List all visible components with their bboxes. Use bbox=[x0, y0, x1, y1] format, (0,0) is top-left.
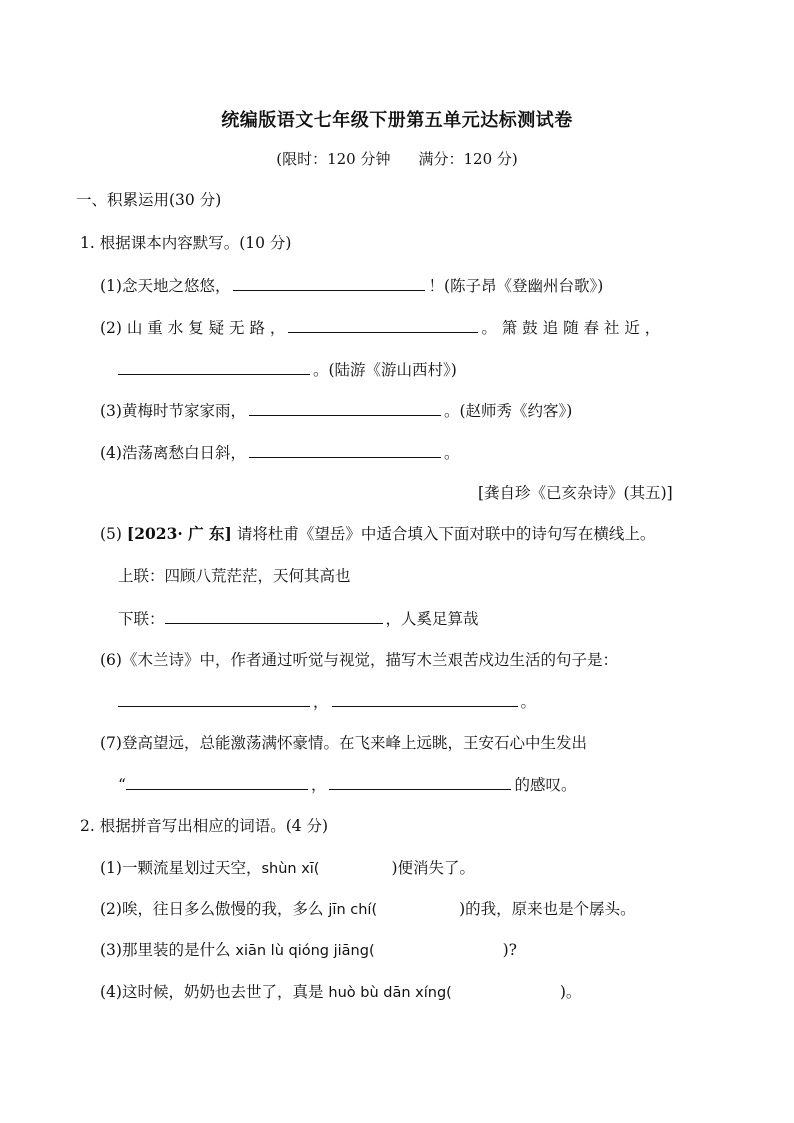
q1-item-5-upper: 上联：四顾八荒茫茫，天何其高也 bbox=[118, 567, 351, 585]
q1-item-6: (6)《木兰诗》中，作者通过听觉与视觉，描写木兰艰苦戍边生活的句子是： bbox=[100, 651, 618, 669]
q1-item-7: (7)登高望远，总能激荡满怀豪情。在飞来峰上远眺，王安石心中生发出 bbox=[100, 734, 587, 752]
q1-item-5: (5) [2023· 广 东] 请将杜甫《望岳》中适合填入下面对联中的诗句写在横线上。 bbox=[100, 524, 656, 543]
time-limit: (限时：120 分钟 bbox=[276, 150, 391, 168]
q2-item-4: (4)这时候，奶奶也去世了，真是 huò bù dān xíng( )。 bbox=[100, 983, 582, 1001]
q2-item-3: (3)那里装的是什么 xiān lù qióng jiāng( )? bbox=[100, 941, 517, 959]
pinyin-prompt: shùn xī( bbox=[261, 861, 320, 877]
q2-item-2: (2)唉，往日多么傲慢的我，多么 jīn chí( )的我，原来也是个孱头。 bbox=[100, 900, 636, 918]
answer-blank[interactable] bbox=[249, 441, 441, 458]
answer-blank[interactable] bbox=[165, 607, 383, 624]
answer-blank[interactable] bbox=[118, 358, 310, 375]
question-2-heading: 2. 根据拼音写出相应的词语。(4 分) bbox=[80, 817, 329, 835]
answer-blank[interactable] bbox=[249, 399, 441, 416]
q1-item-5-lower: 下联： ，人奚足算哉 bbox=[118, 607, 479, 630]
q1-item-2: (2) 山 重 水 复 疑 无 路 ， 。 箫 鼓 追 随 春 社 近 ， bbox=[100, 316, 660, 339]
pinyin-prompt: xiān lù qióng jiāng( bbox=[235, 943, 375, 959]
pinyin-prompt: huò bù dān xíng( bbox=[328, 985, 452, 1001]
q1-item-6-blanks: ， 。 bbox=[118, 690, 536, 713]
page-title: 统编版语文七年级下册第五单元达标测试卷 bbox=[221, 110, 573, 131]
full-score: 满分：120 分) bbox=[418, 150, 518, 168]
answer-blank[interactable] bbox=[288, 316, 478, 333]
q2-item-1: (1)一颗流星划过天空，shùn xī( )便消失了。 bbox=[100, 859, 476, 877]
q1-item-4: (4)浩荡离愁白日斜， 。 bbox=[100, 441, 459, 464]
q1-item-1: (1)念天地之悠悠， ！(陈子昂《登幽州台歌》) bbox=[100, 274, 603, 297]
answer-blank[interactable] bbox=[118, 690, 310, 707]
answer-blank[interactable] bbox=[233, 274, 425, 291]
q1-item-4-source: [龚自珍《已亥杂诗》(其五)] bbox=[478, 484, 673, 502]
source-tag: [2023· 广 东] bbox=[126, 524, 232, 543]
q1-item-3: (3)黄梅时节家家雨， 。(赵师秀《约客》) bbox=[100, 399, 572, 422]
answer-blank[interactable] bbox=[332, 690, 518, 707]
pinyin-prompt: jīn chí( bbox=[328, 902, 378, 918]
answer-blank[interactable] bbox=[329, 773, 511, 790]
q1-item-2-cont: 。(陆游《游山西村》) bbox=[118, 358, 457, 381]
answer-blank[interactable] bbox=[126, 773, 308, 790]
question-1-heading: 1. 根据课本内容默写。(10 分) bbox=[80, 234, 292, 252]
exam-limits bbox=[0, 148, 794, 169]
q1-item-7-blanks: “ ， 的感叹。 bbox=[118, 773, 576, 796]
section-heading: 一、积累运用(30 分) bbox=[76, 191, 222, 209]
